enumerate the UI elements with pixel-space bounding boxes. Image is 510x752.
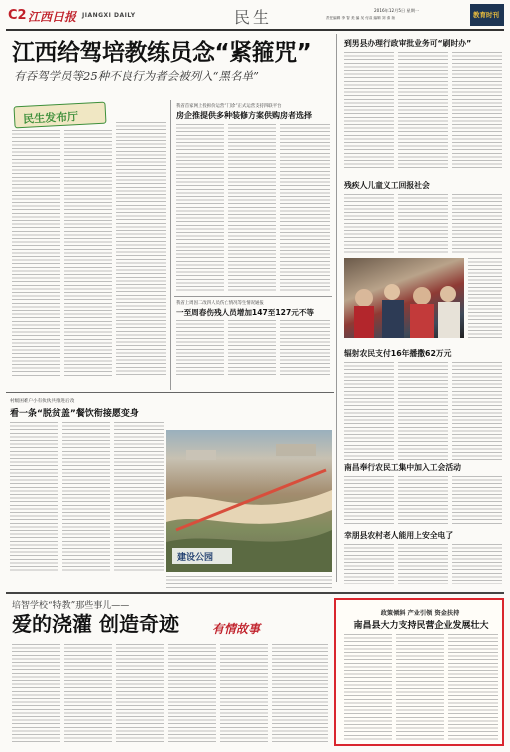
box-body-c bbox=[448, 634, 498, 742]
masthead bbox=[6, 4, 504, 28]
park-photo-caption: 建设公园 bbox=[177, 553, 214, 563]
lead-subtitle: 有吞驾学员等25种不良行为者会被列入“黑名单” bbox=[14, 69, 259, 83]
right3-body-a bbox=[344, 362, 394, 460]
bottom-body-a bbox=[12, 644, 60, 744]
right4-body-c bbox=[452, 476, 502, 526]
editor-line: 责任编辑 李 智 美 编 吴 付双 编辑 刘 请 扬 bbox=[326, 16, 395, 20]
bottom-body-c bbox=[116, 644, 164, 744]
right4-body-a bbox=[344, 476, 394, 526]
paper-en: JIANGXI DAILY bbox=[82, 12, 136, 19]
right2-headline: 残疾人儿童义工回报社会 bbox=[344, 181, 430, 190]
lead-badge bbox=[13, 102, 106, 129]
right2-body-c bbox=[452, 194, 502, 254]
traffic-kicker: 我省上周因二改四人员伤亡情况等生情况通报 bbox=[176, 301, 264, 306]
col-headline: 房企推提供多种装修方案供购房者选择 bbox=[176, 111, 312, 120]
date-line: 2016年12月5日 星期一 bbox=[374, 8, 420, 13]
traffic-body-c bbox=[280, 320, 330, 376]
section-title: 民生 bbox=[234, 8, 273, 27]
paper-logo: 江西日报 bbox=[28, 10, 77, 24]
lead-body-col2 bbox=[64, 130, 112, 376]
col-kicker: 我省首家网上投拆价运营“门诊”正式运营支持四联平台 bbox=[176, 104, 282, 109]
farm-body-c bbox=[114, 422, 164, 572]
volunteer-photo bbox=[344, 258, 464, 338]
masthead-rule bbox=[6, 29, 504, 31]
box-body-a bbox=[344, 634, 392, 742]
traffic-headline: 一至周春伤残人员增加147至127元不等 bbox=[176, 308, 315, 317]
lead-body-col1 bbox=[12, 130, 60, 376]
right4-headline: 南昌奉行农民工集中加入工会活动 bbox=[344, 463, 461, 472]
right3-body-c bbox=[452, 362, 502, 460]
right1-headline: 到男县办理行政审批业务可“刷时办” bbox=[344, 39, 472, 48]
right2-body-a bbox=[344, 194, 394, 254]
col-body-c bbox=[280, 124, 330, 292]
bottom-body-d bbox=[168, 644, 216, 744]
right5-body-c bbox=[452, 544, 502, 584]
lead-body-col3 bbox=[116, 122, 166, 376]
col-body-b bbox=[228, 124, 276, 292]
lead-badge-label: 民生发布厅 bbox=[22, 110, 79, 126]
bottom-body-f bbox=[272, 644, 328, 744]
farm-kicker: 村级困难户小有伙伙共推进后改 bbox=[10, 399, 75, 404]
box-headline: 南昌县大力支持民营企业发展壮大 bbox=[353, 621, 489, 631]
right5-body-b bbox=[398, 544, 448, 584]
section-rule bbox=[6, 392, 334, 393]
brand-block bbox=[470, 4, 504, 26]
farm-body-a bbox=[10, 422, 58, 572]
right3-body-b bbox=[398, 362, 448, 460]
right1-body-b bbox=[398, 52, 448, 170]
mid-rule bbox=[174, 296, 332, 297]
right1-body-c bbox=[452, 52, 502, 170]
right2-body-b bbox=[398, 194, 448, 254]
box-body-b bbox=[396, 634, 444, 742]
box-kicker: 政策倾斜 产业引领 资金扶持 bbox=[380, 610, 460, 617]
right3-headline: 辐射农民支付16年播撒62万元 bbox=[344, 349, 452, 358]
bottom-body-e bbox=[220, 644, 268, 744]
col-divider bbox=[170, 100, 171, 390]
brand-label: 教育时刊 bbox=[473, 11, 499, 19]
col-body-a bbox=[176, 124, 224, 292]
photo-caption-text bbox=[468, 258, 502, 338]
right-divider bbox=[336, 34, 337, 582]
right1-body-a bbox=[344, 52, 394, 170]
right5-headline: 幸朋县农村老人能用上安全电了 bbox=[344, 531, 454, 540]
volunteer-photo-art bbox=[344, 258, 464, 338]
park-photo bbox=[166, 430, 332, 572]
bottom-body-b bbox=[64, 644, 112, 744]
right4-body-b bbox=[398, 476, 448, 526]
farm-headline: 看一条“脱贫盖”餐饮衔接愿变身 bbox=[10, 409, 139, 419]
bottom-logo bbox=[212, 618, 286, 638]
farm-body-b bbox=[62, 422, 110, 572]
bottom-rule bbox=[6, 592, 504, 594]
traffic-body-a bbox=[176, 320, 224, 376]
bottom-kicker: 培智学校“特教”那些事儿—— bbox=[12, 601, 130, 611]
park-photo-note bbox=[166, 576, 332, 588]
bottom-headline: 爱的浇灌 创造奇迹 bbox=[12, 612, 179, 636]
feature-box bbox=[334, 598, 504, 746]
park-photo-caption-box bbox=[172, 548, 232, 564]
bottom-logo-text: 有情故事 bbox=[212, 622, 261, 636]
page-code: C2 bbox=[8, 8, 27, 23]
traffic-body-b bbox=[228, 320, 276, 376]
lead-headline: 江西给驾培教练员念“紧箍咒” bbox=[12, 40, 312, 66]
right5-body-a bbox=[344, 544, 394, 584]
